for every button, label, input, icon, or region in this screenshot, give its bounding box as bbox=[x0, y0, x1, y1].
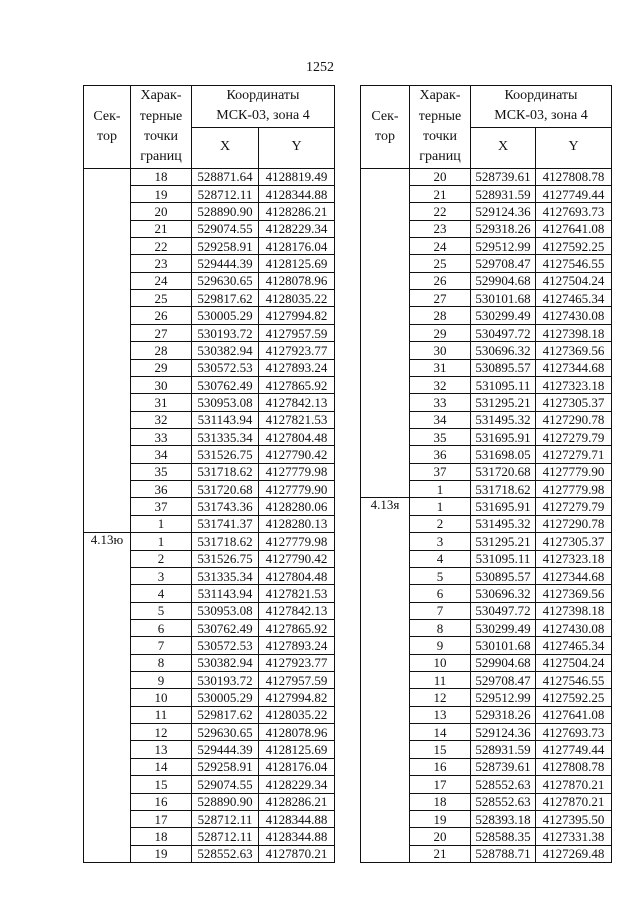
coords-header bbox=[471, 86, 612, 128]
point-cell: 23 bbox=[410, 220, 471, 237]
x-header: X bbox=[192, 127, 259, 168]
point-cell: 29 bbox=[410, 324, 471, 341]
y-cell: 4127865.92 bbox=[259, 619, 335, 636]
x-cell: 530696.32 bbox=[471, 342, 536, 359]
sector-header-line: Сек- bbox=[371, 108, 399, 124]
point-header-line: границ bbox=[419, 149, 461, 165]
point-cell: 18 bbox=[131, 168, 192, 185]
y-cell: 4128176.04 bbox=[259, 238, 335, 255]
point-header-line: точки bbox=[423, 128, 457, 144]
x-cell: 528871.64 bbox=[192, 168, 259, 185]
y-cell: 4127279.79 bbox=[536, 428, 612, 445]
x-cell: 531495.32 bbox=[471, 411, 536, 428]
x-cell: 530762.49 bbox=[192, 376, 259, 393]
x-cell: 531095.11 bbox=[471, 550, 536, 567]
point-cell: 36 bbox=[131, 481, 192, 498]
x-cell: 529124.36 bbox=[471, 724, 536, 741]
y-cell: 4127893.24 bbox=[259, 637, 335, 654]
y-cell: 4127779.90 bbox=[536, 463, 612, 480]
point-cell: 15 bbox=[410, 741, 471, 758]
table-row bbox=[84, 533, 335, 550]
y-cell: 4127269.48 bbox=[536, 845, 612, 862]
point-cell: 36 bbox=[410, 446, 471, 463]
y-cell: 4127842.13 bbox=[259, 394, 335, 411]
table-row bbox=[361, 168, 612, 185]
y-cell: 4127779.98 bbox=[259, 533, 335, 550]
x-cell: 529630.65 bbox=[192, 724, 259, 741]
point-cell: 35 bbox=[131, 463, 192, 480]
x-cell: 529074.55 bbox=[192, 776, 259, 793]
point-cell: 12 bbox=[131, 724, 192, 741]
point-cell: 30 bbox=[410, 342, 471, 359]
x-cell: 529258.91 bbox=[192, 238, 259, 255]
x-cell: 528712.11 bbox=[192, 185, 259, 202]
x-cell: 528552.63 bbox=[471, 776, 536, 793]
point-cell: 3 bbox=[410, 533, 471, 550]
point-cell: 11 bbox=[131, 706, 192, 723]
x-cell: 531095.11 bbox=[471, 376, 536, 393]
point-cell: 12 bbox=[410, 689, 471, 706]
x-cell: 530382.94 bbox=[192, 654, 259, 671]
point-cell: 5 bbox=[131, 602, 192, 619]
y-cell: 4127465.34 bbox=[536, 637, 612, 654]
coordinates-table-left bbox=[83, 85, 335, 863]
y-cell: 4128176.04 bbox=[259, 758, 335, 775]
y-cell: 4127693.73 bbox=[536, 203, 612, 220]
point-cell: 6 bbox=[410, 585, 471, 602]
x-cell: 531335.34 bbox=[192, 428, 259, 445]
sector-header-line: тор bbox=[97, 128, 117, 144]
y-cell: 4127870.21 bbox=[536, 776, 612, 793]
y-cell: 4127893.24 bbox=[259, 359, 335, 376]
y-cell: 4127290.78 bbox=[536, 411, 612, 428]
y-cell: 4127779.90 bbox=[259, 481, 335, 498]
table-row bbox=[84, 168, 335, 185]
point-cell: 18 bbox=[131, 828, 192, 845]
x-cell: 528712.11 bbox=[192, 828, 259, 845]
x-cell: 530572.53 bbox=[192, 637, 259, 654]
y-cell: 4128125.69 bbox=[259, 255, 335, 272]
y-cell: 4127369.56 bbox=[536, 585, 612, 602]
sector-cell bbox=[84, 168, 131, 533]
x-cell: 531720.68 bbox=[471, 463, 536, 480]
point-cell: 34 bbox=[131, 446, 192, 463]
point-cell: 23 bbox=[131, 255, 192, 272]
y-cell: 4127790.42 bbox=[259, 446, 335, 463]
x-cell: 531720.68 bbox=[192, 481, 259, 498]
y-cell: 4128819.49 bbox=[259, 168, 335, 185]
y-cell: 4127749.44 bbox=[536, 741, 612, 758]
y-cell: 4127305.37 bbox=[536, 533, 612, 550]
y-cell: 4127957.59 bbox=[259, 324, 335, 341]
point-cell: 26 bbox=[410, 272, 471, 289]
point-cell: 26 bbox=[131, 307, 192, 324]
point-cell: 25 bbox=[131, 290, 192, 307]
x-cell: 531495.32 bbox=[471, 515, 536, 532]
point-cell: 33 bbox=[410, 394, 471, 411]
x-cell: 529708.47 bbox=[471, 672, 536, 689]
y-cell: 4127279.71 bbox=[536, 446, 612, 463]
y-cell: 4127395.50 bbox=[536, 810, 612, 827]
sector-cell: 4.13ю bbox=[84, 533, 131, 863]
point-cell: 37 bbox=[131, 498, 192, 515]
y-cell: 4127331.38 bbox=[536, 828, 612, 845]
point-cell: 32 bbox=[131, 411, 192, 428]
x-cell: 529258.91 bbox=[192, 758, 259, 775]
point-cell: 14 bbox=[410, 724, 471, 741]
x-cell: 530193.72 bbox=[192, 324, 259, 341]
x-cell: 528788.71 bbox=[471, 845, 536, 862]
point-cell: 34 bbox=[410, 411, 471, 428]
x-cell: 529124.36 bbox=[471, 203, 536, 220]
point-cell: 1 bbox=[131, 515, 192, 532]
x-cell: 529904.68 bbox=[471, 272, 536, 289]
y-cell: 4128280.06 bbox=[259, 498, 335, 515]
x-cell: 530953.08 bbox=[192, 602, 259, 619]
point-cell: 29 bbox=[131, 359, 192, 376]
point-cell: 25 bbox=[410, 255, 471, 272]
y-cell: 4128280.13 bbox=[259, 515, 335, 532]
y-cell: 4127344.68 bbox=[536, 359, 612, 376]
x-header: X bbox=[471, 127, 536, 168]
table-body bbox=[361, 168, 612, 862]
point-cell: 17 bbox=[131, 810, 192, 827]
y-cell: 4127344.68 bbox=[536, 567, 612, 584]
y-cell: 4127430.08 bbox=[536, 307, 612, 324]
point-header bbox=[410, 86, 471, 169]
point-cell: 13 bbox=[131, 741, 192, 758]
coords-header-line: Координаты bbox=[226, 88, 300, 103]
point-cell: 21 bbox=[410, 185, 471, 202]
x-cell: 531741.37 bbox=[192, 515, 259, 532]
point-cell: 20 bbox=[410, 828, 471, 845]
point-cell: 3 bbox=[131, 567, 192, 584]
x-cell: 531718.62 bbox=[471, 481, 536, 498]
point-cell: 24 bbox=[410, 238, 471, 255]
y-cell: 4127923.77 bbox=[259, 654, 335, 671]
y-cell: 4127592.25 bbox=[536, 689, 612, 706]
point-header-line: границ bbox=[140, 149, 182, 165]
x-cell: 530497.72 bbox=[471, 602, 536, 619]
y-header: Y bbox=[536, 127, 612, 168]
point-header-line: терные bbox=[418, 108, 462, 124]
x-cell: 530101.68 bbox=[471, 637, 536, 654]
x-cell: 528931.59 bbox=[471, 741, 536, 758]
y-cell: 4128229.34 bbox=[259, 776, 335, 793]
point-cell: 16 bbox=[131, 793, 192, 810]
x-cell: 531143.94 bbox=[192, 411, 259, 428]
sector-header bbox=[84, 86, 131, 169]
point-cell: 21 bbox=[131, 220, 192, 237]
y-cell: 4127749.44 bbox=[536, 185, 612, 202]
point-cell: 1 bbox=[410, 481, 471, 498]
point-cell: 28 bbox=[131, 342, 192, 359]
y-cell: 4127994.82 bbox=[259, 689, 335, 706]
table-row bbox=[361, 498, 612, 515]
x-cell: 531695.91 bbox=[471, 498, 536, 515]
y-cell: 4128078.96 bbox=[259, 724, 335, 741]
point-cell: 28 bbox=[410, 307, 471, 324]
x-cell: 528890.90 bbox=[192, 793, 259, 810]
point-cell: 2 bbox=[410, 515, 471, 532]
x-cell: 531743.36 bbox=[192, 498, 259, 515]
y-cell: 4128078.96 bbox=[259, 272, 335, 289]
x-cell: 529817.62 bbox=[192, 290, 259, 307]
y-cell: 4128286.21 bbox=[259, 203, 335, 220]
x-cell: 529444.39 bbox=[192, 255, 259, 272]
sector-header-line: Сек- bbox=[93, 108, 121, 124]
y-cell: 4127865.92 bbox=[259, 376, 335, 393]
point-cell: 9 bbox=[410, 637, 471, 654]
x-cell: 528552.63 bbox=[471, 793, 536, 810]
y-cell: 4128344.88 bbox=[259, 185, 335, 202]
x-cell: 528890.90 bbox=[192, 203, 259, 220]
x-cell: 528739.61 bbox=[471, 758, 536, 775]
point-cell: 4 bbox=[410, 550, 471, 567]
y-cell: 4127842.13 bbox=[259, 602, 335, 619]
point-cell: 1 bbox=[131, 533, 192, 550]
point-cell: 19 bbox=[410, 810, 471, 827]
point-cell: 17 bbox=[410, 776, 471, 793]
x-cell: 531143.94 bbox=[192, 585, 259, 602]
point-cell: 7 bbox=[410, 602, 471, 619]
y-cell: 4127693.73 bbox=[536, 724, 612, 741]
point-cell: 30 bbox=[131, 376, 192, 393]
x-cell: 529318.26 bbox=[471, 706, 536, 723]
x-cell: 528552.63 bbox=[192, 845, 259, 862]
x-cell: 530005.29 bbox=[192, 689, 259, 706]
point-cell: 19 bbox=[131, 185, 192, 202]
coords-header bbox=[192, 86, 335, 128]
y-cell: 4127821.53 bbox=[259, 585, 335, 602]
y-cell: 4127465.34 bbox=[536, 290, 612, 307]
point-cell: 4 bbox=[131, 585, 192, 602]
point-cell: 10 bbox=[131, 689, 192, 706]
y-cell: 4127279.79 bbox=[536, 498, 612, 515]
y-cell: 4127305.37 bbox=[536, 394, 612, 411]
y-cell: 4127808.78 bbox=[536, 168, 612, 185]
x-cell: 530953.08 bbox=[192, 394, 259, 411]
point-cell: 1 bbox=[410, 498, 471, 515]
point-cell: 9 bbox=[131, 672, 192, 689]
y-cell: 4127504.24 bbox=[536, 272, 612, 289]
x-cell: 529074.55 bbox=[192, 220, 259, 237]
x-cell: 530101.68 bbox=[471, 290, 536, 307]
point-cell: 14 bbox=[131, 758, 192, 775]
x-cell: 528393.18 bbox=[471, 810, 536, 827]
y-cell: 4128229.34 bbox=[259, 220, 335, 237]
point-cell: 24 bbox=[131, 272, 192, 289]
x-cell: 529444.39 bbox=[192, 741, 259, 758]
coordinates-table-right bbox=[360, 85, 612, 863]
x-cell: 528739.61 bbox=[471, 168, 536, 185]
point-cell: 27 bbox=[410, 290, 471, 307]
x-cell: 531295.21 bbox=[471, 533, 536, 550]
point-cell: 10 bbox=[410, 654, 471, 671]
y-cell: 4127504.24 bbox=[536, 654, 612, 671]
y-cell: 4127790.42 bbox=[259, 550, 335, 567]
point-cell: 22 bbox=[410, 203, 471, 220]
y-cell: 4128286.21 bbox=[259, 793, 335, 810]
x-cell: 530696.32 bbox=[471, 585, 536, 602]
y-cell: 4127546.55 bbox=[536, 672, 612, 689]
point-cell: 6 bbox=[131, 619, 192, 636]
x-cell: 529512.99 bbox=[471, 238, 536, 255]
x-cell: 531526.75 bbox=[192, 446, 259, 463]
y-cell: 4127957.59 bbox=[259, 672, 335, 689]
point-cell: 8 bbox=[410, 619, 471, 636]
point-cell: 15 bbox=[131, 776, 192, 793]
x-cell: 530005.29 bbox=[192, 307, 259, 324]
point-cell: 37 bbox=[410, 463, 471, 480]
y-header: Y bbox=[259, 127, 335, 168]
point-cell: 5 bbox=[410, 567, 471, 584]
x-cell: 531335.34 bbox=[192, 567, 259, 584]
point-cell: 31 bbox=[131, 394, 192, 411]
point-cell: 21 bbox=[410, 845, 471, 862]
x-cell: 528712.11 bbox=[192, 810, 259, 827]
point-cell: 32 bbox=[410, 376, 471, 393]
y-cell: 4128125.69 bbox=[259, 741, 335, 758]
coords-header-line: Координаты bbox=[504, 88, 578, 103]
x-cell: 531718.62 bbox=[192, 463, 259, 480]
y-cell: 4127323.18 bbox=[536, 376, 612, 393]
y-cell: 4127808.78 bbox=[536, 758, 612, 775]
x-cell: 531718.62 bbox=[192, 533, 259, 550]
x-cell: 529512.99 bbox=[471, 689, 536, 706]
table-body bbox=[84, 168, 335, 862]
point-cell: 31 bbox=[410, 359, 471, 376]
y-cell: 4128344.88 bbox=[259, 810, 335, 827]
point-header bbox=[131, 86, 192, 169]
point-cell: 13 bbox=[410, 706, 471, 723]
y-cell: 4127592.25 bbox=[536, 238, 612, 255]
point-cell: 27 bbox=[131, 324, 192, 341]
point-cell: 8 bbox=[131, 654, 192, 671]
sector-header-line: тор bbox=[375, 128, 395, 144]
y-cell: 4128035.22 bbox=[259, 290, 335, 307]
point-cell: 11 bbox=[410, 672, 471, 689]
point-cell: 2 bbox=[131, 550, 192, 567]
y-cell: 4128035.22 bbox=[259, 706, 335, 723]
y-cell: 4127398.18 bbox=[536, 602, 612, 619]
y-cell: 4127641.08 bbox=[536, 706, 612, 723]
x-cell: 530895.57 bbox=[471, 359, 536, 376]
x-cell: 530382.94 bbox=[192, 342, 259, 359]
x-cell: 529630.65 bbox=[192, 272, 259, 289]
y-cell: 4127430.08 bbox=[536, 619, 612, 636]
point-header-line: точки bbox=[144, 128, 178, 144]
y-cell: 4127994.82 bbox=[259, 307, 335, 324]
y-cell: 4127398.18 bbox=[536, 324, 612, 341]
point-cell: 33 bbox=[131, 428, 192, 445]
point-cell: 22 bbox=[131, 238, 192, 255]
x-cell: 530762.49 bbox=[192, 619, 259, 636]
y-cell: 4127779.98 bbox=[259, 463, 335, 480]
x-cell: 531695.91 bbox=[471, 428, 536, 445]
sector-header bbox=[361, 86, 410, 169]
sector-cell bbox=[361, 168, 410, 498]
y-cell: 4127641.08 bbox=[536, 220, 612, 237]
x-cell: 530193.72 bbox=[192, 672, 259, 689]
x-cell: 529318.26 bbox=[471, 220, 536, 237]
point-cell: 20 bbox=[410, 168, 471, 185]
x-cell: 528588.35 bbox=[471, 828, 536, 845]
coords-header-line: МСК-03, зона 4 bbox=[216, 108, 310, 124]
x-cell: 531698.05 bbox=[471, 446, 536, 463]
point-header-line: Харак- bbox=[140, 88, 182, 104]
point-header-line: Харак- bbox=[419, 88, 461, 104]
y-cell: 4127804.48 bbox=[259, 428, 335, 445]
point-header-line: терные bbox=[139, 108, 183, 124]
point-cell: 16 bbox=[410, 758, 471, 775]
x-cell: 529708.47 bbox=[471, 255, 536, 272]
x-cell: 531295.21 bbox=[471, 394, 536, 411]
y-cell: 4127546.55 bbox=[536, 255, 612, 272]
coords-header-line: МСК-03, зона 4 bbox=[494, 108, 588, 124]
y-cell: 4127804.48 bbox=[259, 567, 335, 584]
x-cell: 528931.59 bbox=[471, 185, 536, 202]
x-cell: 530497.72 bbox=[471, 324, 536, 341]
y-cell: 4127870.21 bbox=[259, 845, 335, 862]
x-cell: 530572.53 bbox=[192, 359, 259, 376]
y-cell: 4128344.88 bbox=[259, 828, 335, 845]
y-cell: 4127323.18 bbox=[536, 550, 612, 567]
y-cell: 4127369.56 bbox=[536, 342, 612, 359]
y-cell: 4127821.53 bbox=[259, 411, 335, 428]
page-number: 1252 bbox=[306, 60, 334, 75]
point-cell: 7 bbox=[131, 637, 192, 654]
x-cell: 529904.68 bbox=[471, 654, 536, 671]
y-cell: 4127290.78 bbox=[536, 515, 612, 532]
x-cell: 531526.75 bbox=[192, 550, 259, 567]
point-cell: 35 bbox=[410, 428, 471, 445]
x-cell: 530299.49 bbox=[471, 619, 536, 636]
point-cell: 19 bbox=[131, 845, 192, 862]
y-cell: 4127923.77 bbox=[259, 342, 335, 359]
point-cell: 18 bbox=[410, 793, 471, 810]
y-cell: 4127779.98 bbox=[536, 481, 612, 498]
x-cell: 530895.57 bbox=[471, 567, 536, 584]
x-cell: 530299.49 bbox=[471, 307, 536, 324]
sector-cell: 4.13я bbox=[361, 498, 410, 863]
y-cell: 4127870.21 bbox=[536, 793, 612, 810]
x-cell: 529817.62 bbox=[192, 706, 259, 723]
point-cell: 20 bbox=[131, 203, 192, 220]
